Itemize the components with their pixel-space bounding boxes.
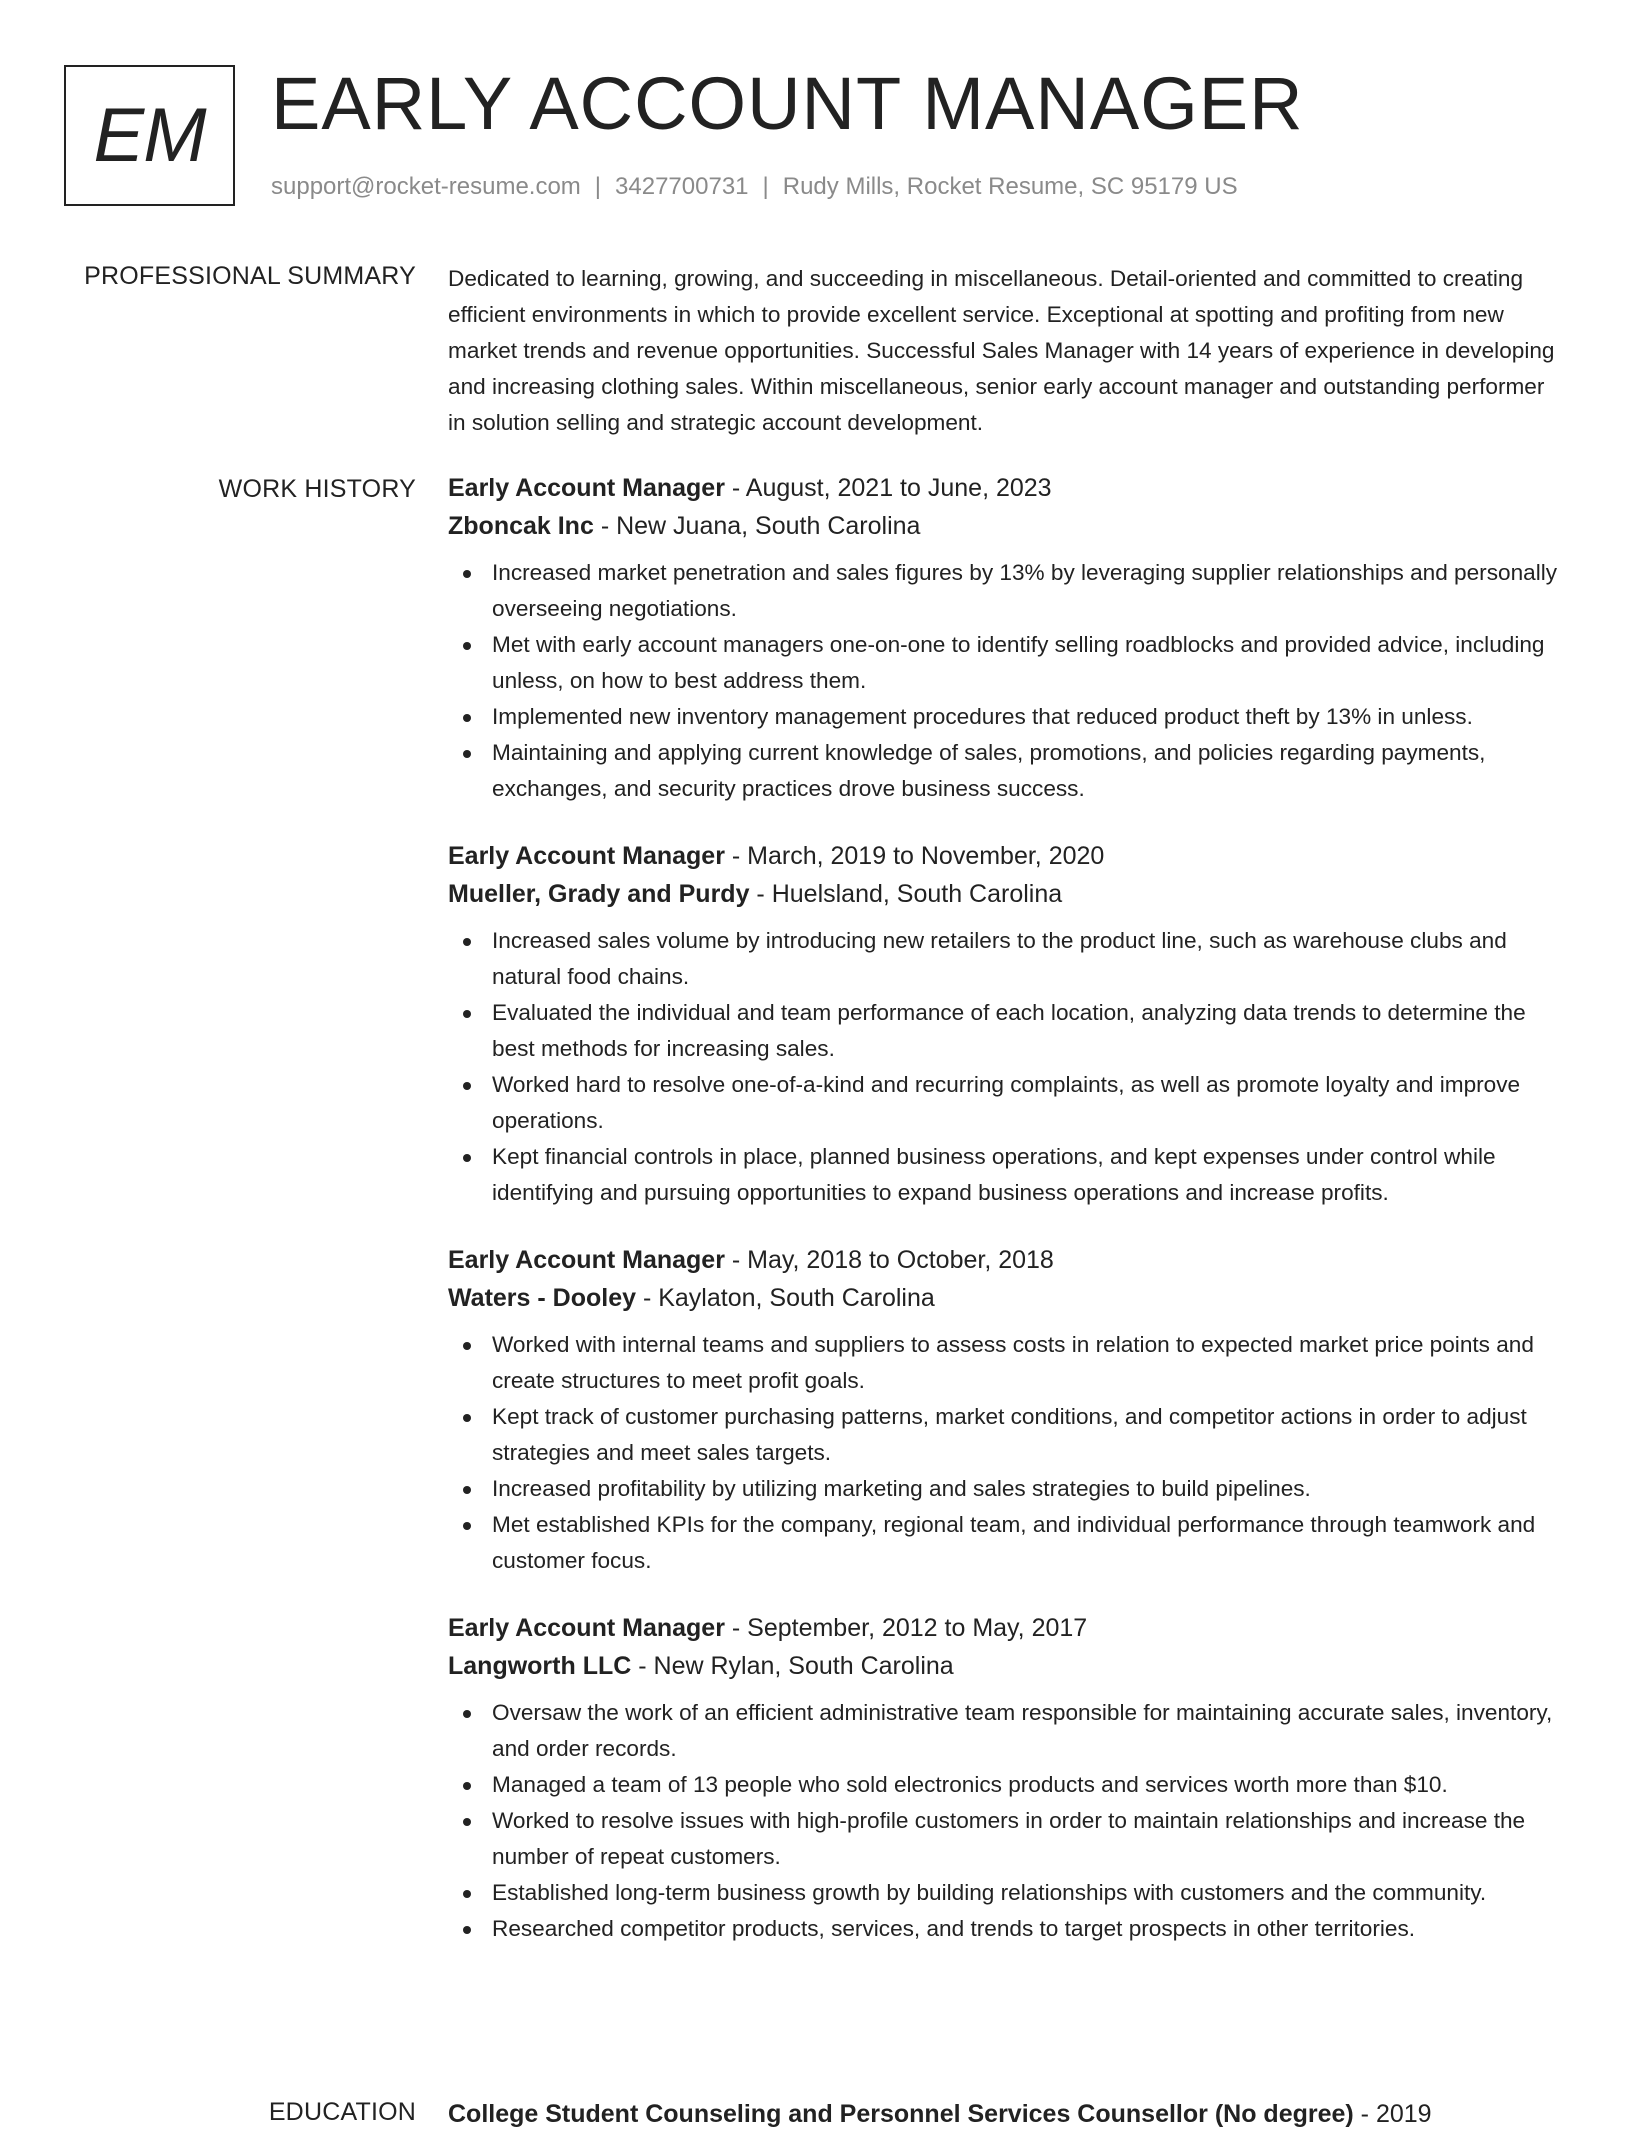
job-title: Early Account Manager [448,1246,725,1274]
job-title-line [448,469,1568,507]
job-location: - Kaylaton, South Carolina [636,1284,935,1312]
job-entry [448,469,1568,807]
job-company-line [448,875,1568,913]
job-company-line [448,1647,1568,1685]
monogram-box [64,65,235,206]
job-bullet: Met established KPIs for the company, regional team, and individual performance through teamwork and customer focus. [448,1507,1568,1579]
job-bullet: Researched competitor products, services, and trends to target prospects in other territories. [448,1911,1568,1947]
job-title-line [448,1241,1568,1279]
job-bullet: Increased profitability by utilizing marketing and sales strategies to build pipelines. [448,1471,1568,1507]
candidate-name: EARLY ACCOUNT MANAGER [271,62,1304,145]
job-title-line [448,837,1568,875]
job-bullet: Increased market penetration and sales figures by 13% by leveraging supplier relationships and personally overseeing negotiations. [448,555,1568,627]
contact-line [271,172,1238,202]
job-bullets [448,1327,1568,1579]
job-title: Early Account Manager [448,842,725,870]
job-bullets [448,1695,1568,1947]
job-dates: - August, 2021 to June, 2023 [724,474,1052,502]
summary-body [448,261,1568,441]
contact-phone: 3427700731 [615,173,749,200]
job-bullet: Maintaining and applying current knowledge of sales, promotions, and policies regarding payments, exchanges, and security practices drove business success. [448,735,1568,807]
job-bullet: Worked with internal teams and suppliers to assess costs in relation to expected market price points and create structures to meet profit goals. [448,1327,1568,1399]
job-company-line [448,507,1568,545]
job-bullet: Oversaw the work of an efficient administrative team responsible for maintaining accurate sales, inventory, and order records. [448,1695,1568,1767]
job-bullet: Increased sales volume by introducing new retailers to the product line, such as warehouse clubs and natural food chains. [448,923,1568,995]
monogram: EM [93,93,206,178]
job-company: Langworth LLC [448,1652,632,1680]
job-bullet: Kept financial controls in place, planned business operations, and kept expenses under control while identifying and pursuing opportunities to expand business operations and increase profits. [448,1139,1568,1211]
job-bullet: Kept track of customer purchasing patterns, market conditions, and competitor actions in order to adjust strategies and meet sales targets. [448,1399,1568,1471]
job-location: - Huelsland, South Carolina [749,880,1063,908]
education-entry [448,2095,1568,2133]
education-body [448,2095,1568,2133]
job-bullets [448,923,1568,1211]
job-entry [448,1609,1568,1947]
job-entry [448,1241,1568,1579]
education-label: EDUCATION [268,2098,416,2126]
contact-email: support@rocket-resume.com [271,173,581,200]
job-entry [448,837,1568,1211]
contact-separator: | [762,173,769,200]
job-bullet: Worked to resolve issues with high-profile customers in order to maintain relationships and increase the number of repeat customers. [448,1803,1568,1875]
job-title-line [448,1609,1568,1647]
job-location: - New Juana, South Carolina [593,512,921,540]
job-dates: - September, 2012 to May, 2017 [724,1614,1088,1642]
contact-address: Rudy Mills, Rocket Resume, SC 95179 US [782,173,1238,200]
job-title: Early Account Manager [448,1614,725,1642]
education-year: - 2019 [1353,2100,1432,2128]
job-bullet: Worked hard to resolve one-of-a-kind and recurring complaints, as well as promote loyalty and improve operations. [448,1067,1568,1139]
job-bullet: Implemented new inventory management procedures that reduced product theft by 13% in unless. [448,699,1568,735]
job-company: Waters - Dooley [448,1284,637,1312]
job-dates: - May, 2018 to October, 2018 [724,1246,1054,1274]
work-history-body [448,469,1568,1977]
contact-separator: | [594,173,602,200]
job-bullet: Managed a team of 13 people who sold electronics products and services worth more than $10. [448,1767,1568,1803]
education-program: College Student Counseling and Personnel Services Counsellor (No degree) [448,2100,1354,2128]
job-dates: - March, 2019 to November, 2020 [724,842,1105,870]
job-company: Mueller, Grady and Purdy [448,880,750,908]
job-title: Early Account Manager [448,474,725,502]
job-company-line [448,1279,1568,1317]
summary-label: PROFESSIONAL SUMMARY [84,262,416,290]
job-bullet: Established long-term business growth by building relationships with customers and the community. [448,1875,1568,1911]
resume-header [64,62,1564,215]
job-bullet: Evaluated the individual and team performance of each location, analyzing data trends to determine the best methods for increasing sales. [448,995,1568,1067]
job-bullet: Met with early account managers one-on-one to identify selling roadblocks and provided advice, including unless, on how to best address them. [448,627,1568,699]
summary-text: Dedicated to learning, growing, and succeeding in miscellaneous. Detail-oriented and committed to creating efficient environments in which to provide excellent service. Exceptional at spotting and profiting from new market trends and revenue opportunities. Successful Sales Manager with 14 years of experience in developing and increasing clothing sales. Within miscellaneous, senior early account manager and outstanding performer in solution selling and strategic account development. [448,266,1555,435]
job-bullets [448,555,1568,807]
work-history-label: WORK HISTORY [218,475,416,503]
job-company: Zboncak Inc [448,512,594,540]
job-location: - New Rylan, South Carolina [631,1652,954,1680]
